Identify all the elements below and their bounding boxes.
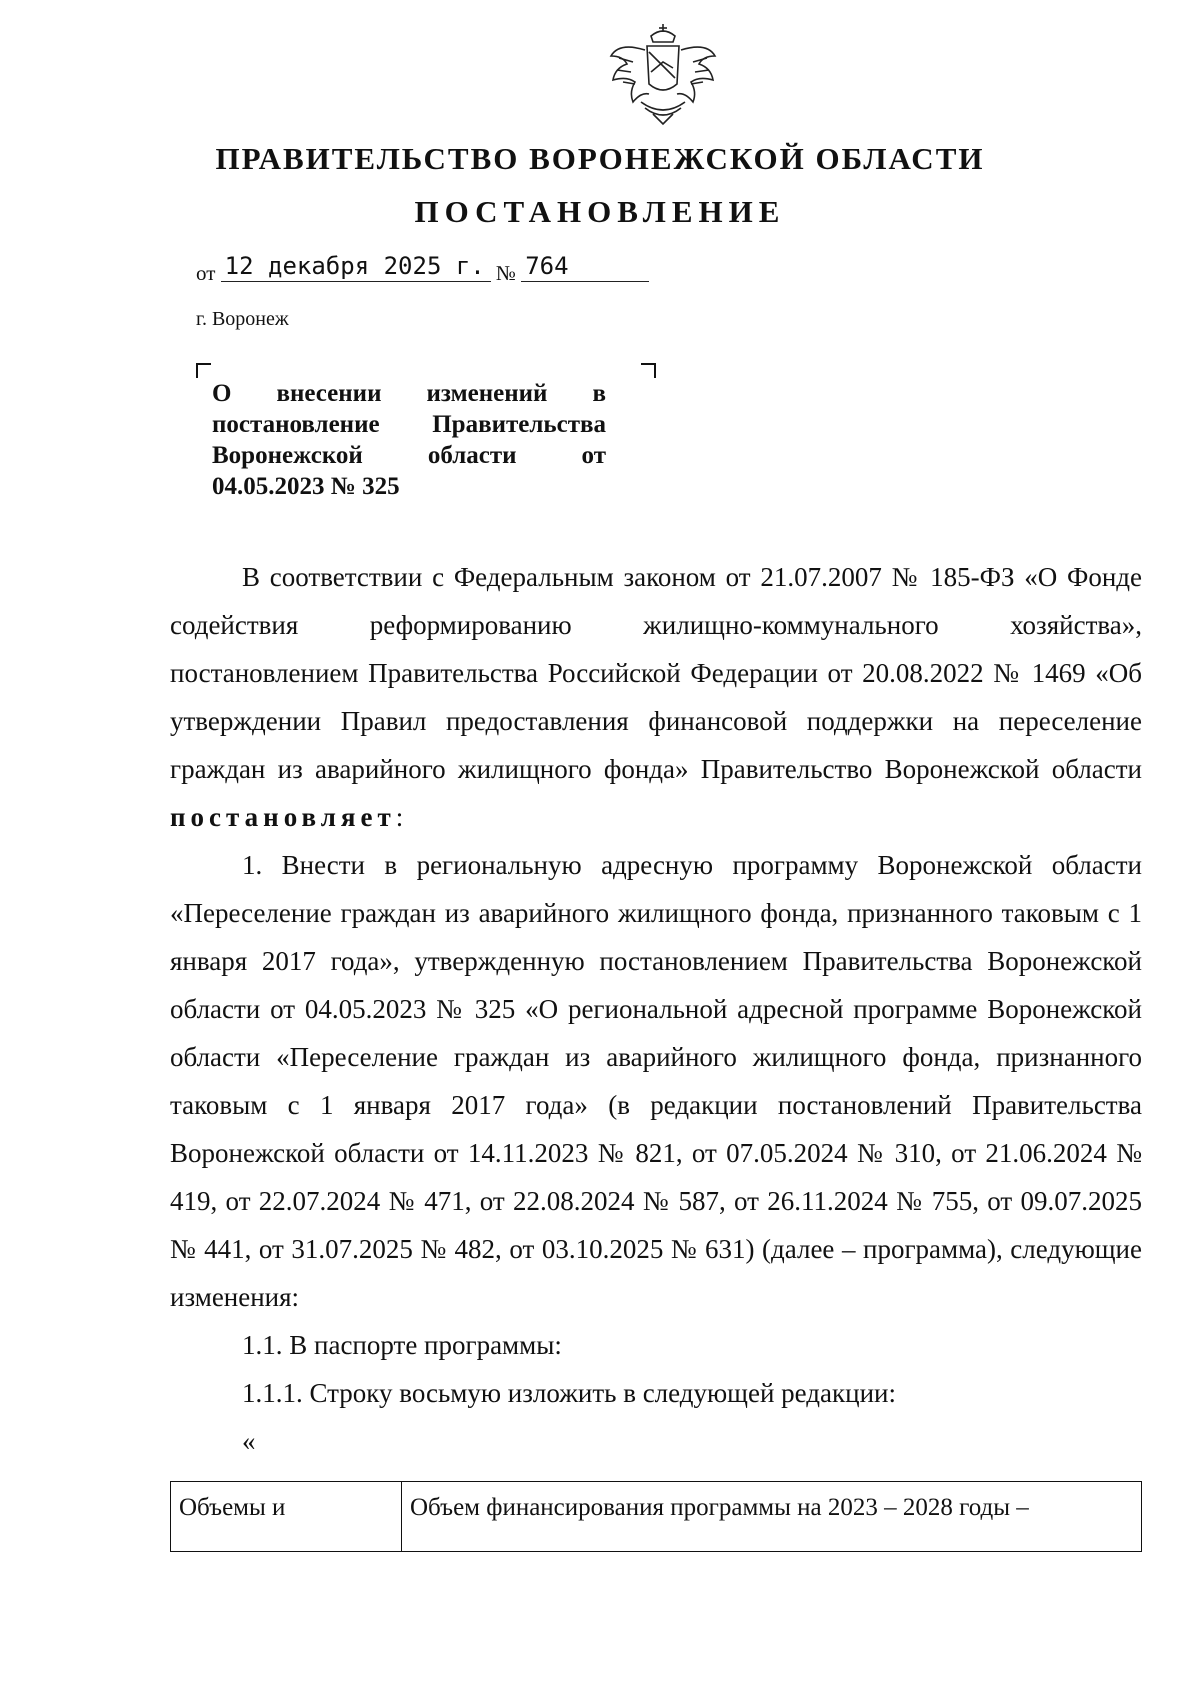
number-prefix: № <box>495 261 516 285</box>
table-cell-value: Объем финансирования программы на 2023 – 2028 годы – <box>402 1482 1142 1552</box>
corner-mark-left <box>196 363 211 378</box>
organization-title: ПРАВИТЕЛЬСТВО ВОРОНЕЖСКОЙ ОБЛАСТИ <box>215 141 985 176</box>
opening-quote: « <box>242 1426 256 1456</box>
city-label: г. Воронеж <box>196 308 289 330</box>
document-type-title: ПОСТАНОВЛЕНИЕ <box>414 194 786 229</box>
document-date: 12 декабря 2025 г. <box>221 252 491 282</box>
item-1-1-paragraph: 1.1. В паспорте программы: <box>242 1330 562 1360</box>
subject-line: 04.05.2023 № 325 <box>212 473 400 500</box>
decree-colon: : <box>395 802 404 832</box>
subject-line: О внесении изменений в <box>212 380 606 407</box>
intro-text: В соответствии с Федеральным законом от 21.07.2007 № 185-ФЗ «О Фонде содействия реформированию жилищно-коммунального хозяйства», постановлением Правительства Российской Федерации от 20.08.2022 № 1469 «Об утверждении Правил предоставления финансовой поддержки на переселение граждан из аварийного жилищного фонда» Правительство Воронежской области <box>170 562 1142 784</box>
document-number: 764 <box>521 252 649 282</box>
date-prefix: от <box>196 261 216 285</box>
date-number-line <box>196 252 649 288</box>
table-cell-label: Объемы и <box>171 1482 402 1552</box>
subject-line: Воронежской области от <box>212 442 606 469</box>
subject-line: постановление Правительства <box>212 411 606 438</box>
document-subject <box>212 378 606 502</box>
corner-mark-right <box>641 363 656 378</box>
table-row <box>171 1482 1142 1552</box>
document-body <box>170 553 1142 1465</box>
coat-of-arms-emblem <box>605 22 721 126</box>
item-1-paragraph: 1. Внести в региональную адресную программу Воронежской области «Переселение граждан из аварийного жилищного фонда, признанного таковым с 1 января 2017 года», утвержденную постановлением Правительства Воронежской области от 04.05.2023 № 325 «О региональной адресной программе Воронежской области «Переселение граждан из аварийного жилищного фонда, признанного таковым с 1 января 2017 года» (в редакции постановлений Правительства Воронежской области от 14.11.2023 № 821, от 07.05.2024 № 310, от 21.06.2024 № 419, от 22.07.2024 № 471, от 22.08.2024 № 587, от 26.11.2024 № 755, от 09.07.2025 № 441, от 31.07.2025 № 482, от 03.10.2025 № 631) (далее – программа), следующие изменения: <box>170 850 1142 1312</box>
intro-paragraph <box>170 553 1142 841</box>
decree-word: постановляет <box>170 802 396 832</box>
item-1-1-1-paragraph: 1.1.1. Строку восьмую изложить в следующей редакции: <box>242 1378 896 1408</box>
passport-table <box>170 1481 1142 1552</box>
